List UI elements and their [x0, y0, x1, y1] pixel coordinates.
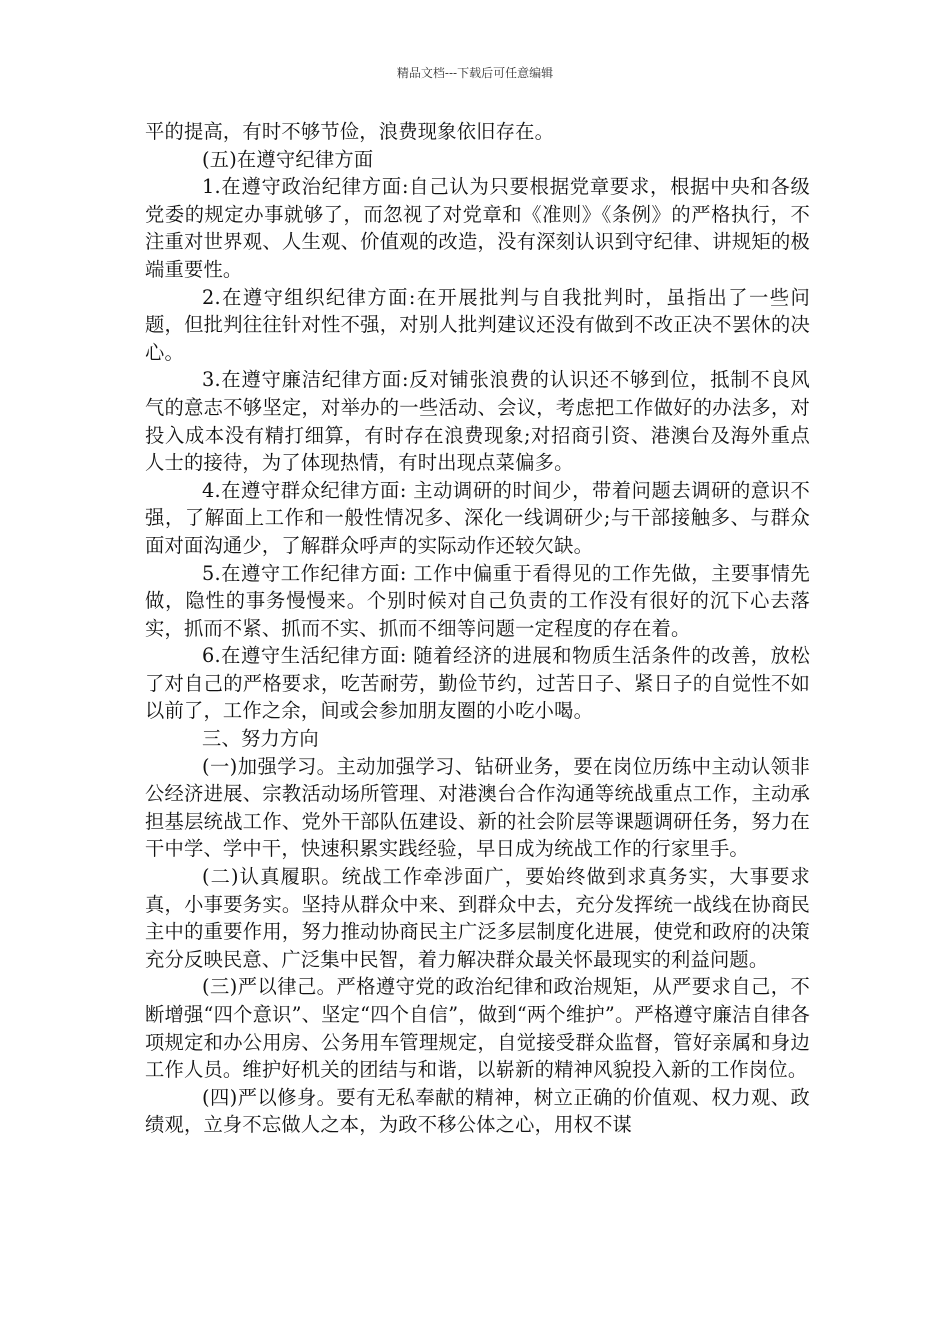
paragraph-work-discipline: 5.在遵守工作纪律方面: 工作中偏重于看得见的工作先做，主要事情先做，隐性的事务慢慢来。个别时候对自己负责的工作没有很好的沉下心去落实，抓而不紧、抓而不实、抓而不细等问题一定程度的存在着。 — [145, 561, 810, 640]
paragraph-study: (一)加强学习。主动加强学习、钻研业务，要在岗位历练中主动认领非公经济进展、宗教活动场所管理、对港澳台合作沟通等统战重点工作，主动承担基层统战工作、党外干部队伍建设、新的社会阶层等课题调研任务，努力在干中学、学中干，快速积累实践经验，早日成为统战工作的行家里手。 — [145, 754, 810, 861]
page-header: 精品文档---下载后可任意编辑 — [396, 66, 554, 80]
paragraph-self-cultivation: (四)严以修身。要有无私奉献的精神，树立正确的价值观、权力观、政绩观，立身不忘做人之本，为政不移公体之心，用权不谋 — [145, 1085, 810, 1137]
paragraph-continuation: 平的提高，有时不够节俭，浪费现象依旧存在。 — [145, 120, 555, 143]
paragraph-integrity-discipline: 3.在遵守廉洁纪律方面:反对铺张浪费的认识还不够到位，抵制不良风气的意志不够坚定，对举办的一些活动、会议，考虑把工作做好的办法多，对投入成本没有精打细算，有时存在浪费现象;对招商引资、港澳台及海外重点人士的接待，为了体现热情，有时出现点菜偏多。 — [145, 368, 810, 475]
paragraph-duty: (二)认真履职。统战工作牵涉面广，要始终做到求真务实，大事要求真，小事要务实。坚持从群众中来、到群众中去，充分发挥统一战线在协商民主中的重要作用，努力推动协商民主广泛多层制度化进展，使党和政府的决策充分反映民意、广泛集中民智，着力解决群众最关怀最现实的利益问题。 — [145, 865, 810, 971]
section-heading-discipline: (五)在遵守纪律方面 — [202, 147, 374, 171]
paragraph-life-discipline: 6.在遵守生活纪律方面: 随着经济的进展和物质生活条件的改善，放松了对自己的严格要求，吃苦耐劳，勤俭节约，过苦日子、紧日子的自觉性不如以前了，工作之余，间或会参加朋友圈的小吃小喝。 — [145, 644, 810, 723]
paragraph-self-discipline: (三)严以律己。严格遵守党的政治纪律和政治规矩，从严要求自己，不断增强“四个意识”、坚定“四个自信”，做到“两个维护”。严格遵守廉洁自律各项规定和办公用房、公务用车管理规定，自觉接受群众监督，管好亲属和身边工作人员。维护好机关的团结与和谐，以崭新的精神风貌投入新的工作岗位。 — [145, 975, 810, 1082]
paragraph-mass-discipline: 4.在遵守群众纪律方面: 主动调研的时间少，带着问题去调研的意识不强，了解面上工作和一般性情况多、深化一线调研少;与干部接触多、与群众面对面沟通少，了解群众呼声的实际动作还较欠缺。 — [145, 478, 810, 557]
section-heading-direction: 三、努力方向 — [202, 727, 319, 751]
document-body — [145, 118, 810, 1139]
paragraph-political-discipline: 1.在遵守政治纪律方面:自己认为只要根据党章要求，根据中央和各级党委的规定办事就够了，而忽视了对党章和《准则》《条例》的严格执行，不注重对世界观、人生观、价值观的改造，没有深刻认识到守纪律、讲规矩的极端重要性。 — [145, 175, 810, 281]
paragraph-organizational-discipline: 2.在遵守组织纪律方面:在开展批判与自我批判时，虽指出了一些问题，但批判往往针对性不强，对别人批判建议还没有做到不改正决不罢休的决心。 — [145, 285, 810, 364]
